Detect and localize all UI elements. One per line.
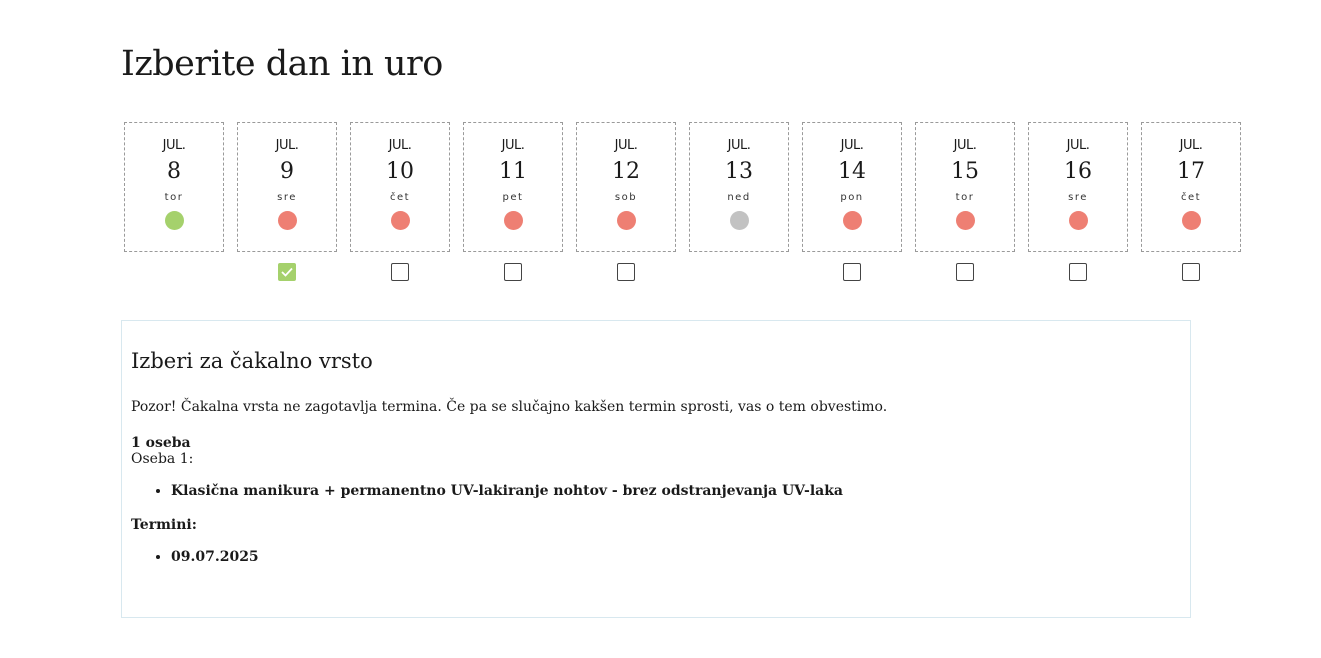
day-column [1140,122,1242,281]
day-number: 14 [838,159,866,184]
day-month: JUL. [388,138,412,153]
day-card[interactable] [915,122,1015,252]
day-number: 13 [725,159,753,184]
waitlist-checkbox[interactable] [1182,263,1200,281]
day-month: JUL. [727,138,751,153]
services-list [131,483,1181,499]
day-column [462,122,564,281]
waitlist-checkbox[interactable] [956,263,974,281]
terms-list [131,549,1181,565]
day-column [688,122,790,281]
day-weekday: sre [277,192,297,203]
availability-dot [956,211,975,230]
checkmark-icon [281,267,293,277]
availability-dot [730,211,749,230]
day-column [349,122,451,281]
day-weekday: sob [614,192,638,203]
persons-count: 1 oseba [131,435,191,451]
day-number: 11 [499,159,527,184]
day-weekday: čet [1180,192,1202,203]
day-number: 8 [167,159,181,184]
day-card[interactable] [689,122,789,252]
waitlist-panel [121,320,1191,618]
terms-label: Termini: [131,517,197,533]
availability-dot [504,211,523,230]
availability-dot [1182,211,1201,230]
day-month: JUL. [162,138,186,153]
waitlist-title: Izberi za čakalno vrsto [131,349,373,373]
availability-dot [617,211,636,230]
availability-dot [165,211,184,230]
day-weekday: tor [164,192,184,203]
day-column [1027,122,1129,281]
day-weekday: čet [389,192,411,203]
day-card[interactable] [1028,122,1128,252]
person-label: Oseba 1: [131,451,194,467]
day-weekday: ned [727,192,751,203]
day-weekday: sre [1068,192,1088,203]
waitlist-checkbox[interactable] [843,263,861,281]
day-column [801,122,903,281]
day-weekday: tor [955,192,975,203]
day-month: JUL. [1179,138,1203,153]
day-weekday: pet [502,192,524,203]
day-picker-row [121,122,1205,281]
waitlist-checkbox[interactable] [617,263,635,281]
day-number: 10 [386,159,414,184]
page-title: Izberite dan in uro [121,44,443,84]
term-item: • 09.07.2025 [171,549,1181,565]
day-month: JUL. [275,138,299,153]
day-month: JUL. [1066,138,1090,153]
availability-dot [391,211,410,230]
waitlist-checkbox[interactable] [504,263,522,281]
day-card[interactable] [237,122,337,252]
day-month: JUL. [501,138,525,153]
day-number: 15 [951,159,979,184]
waitlist-checkbox[interactable] [278,263,296,281]
day-card[interactable] [802,122,902,252]
waitlist-checkbox[interactable] [391,263,409,281]
day-column [236,122,338,281]
availability-dot [843,211,862,230]
service-item: • Klasična manikura + permanentno UV-lakiranje nohtov - brez odstranjevanja UV-laka [171,483,1181,499]
day-column [914,122,1016,281]
day-number: 16 [1064,159,1092,184]
day-card[interactable] [1141,122,1241,252]
day-month: JUL. [614,138,638,153]
day-card[interactable] [124,122,224,252]
day-weekday: pon [840,192,864,203]
availability-dot [1069,211,1088,230]
day-number: 9 [280,159,294,184]
day-month: JUL. [953,138,977,153]
day-column [575,122,677,281]
day-card[interactable] [576,122,676,252]
waitlist-note: Pozor! Čakalna vrsta ne zagotavlja termina. Če pa se slučajno kakšen termin sprosti, vas o tem obvestimo. [131,399,888,415]
waitlist-checkbox[interactable] [1069,263,1087,281]
day-card[interactable] [463,122,563,252]
day-number: 12 [612,159,640,184]
day-column [123,122,225,281]
day-month: JUL. [840,138,864,153]
availability-dot [278,211,297,230]
day-card[interactable] [350,122,450,252]
day-number: 17 [1177,159,1205,184]
day-picker [121,122,1205,292]
